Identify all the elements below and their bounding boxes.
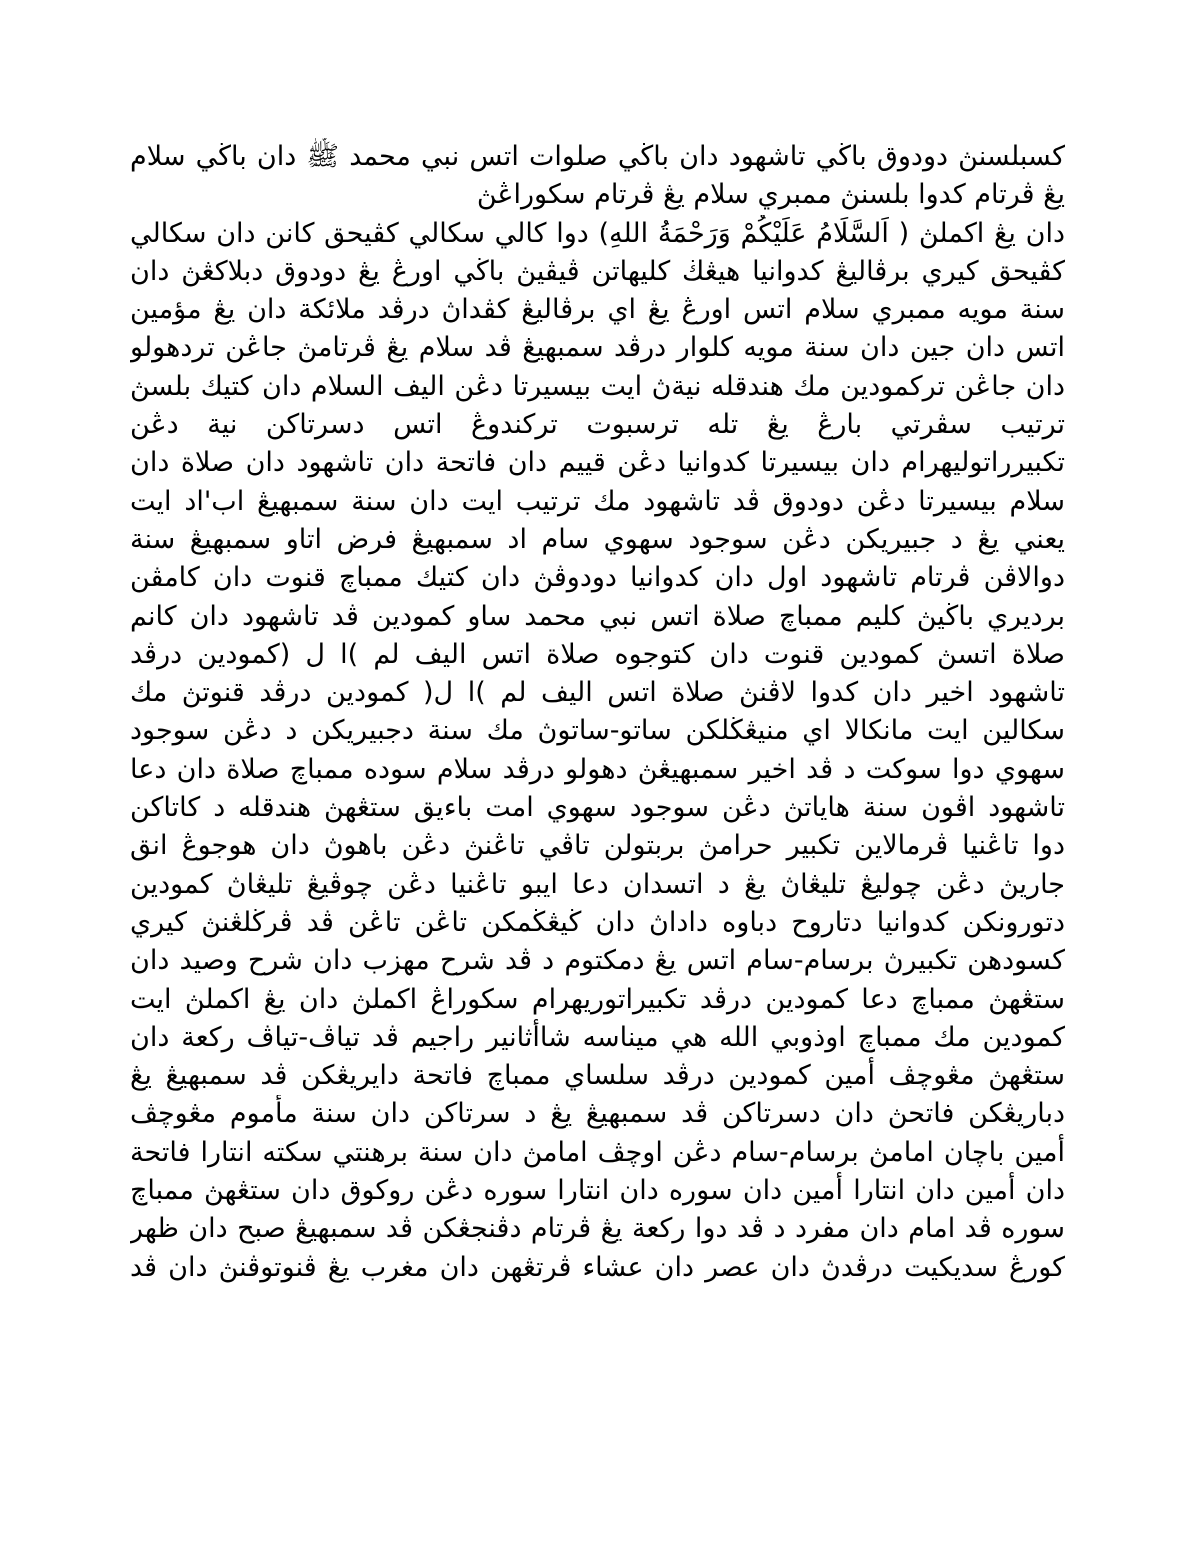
text-line: يعني يڠ د جبيريكن دڠن سوجود سهوي سام اد سمبهيڠ فرض اتاو سمبهيڠ سنة [130, 523, 1065, 555]
text-line: تاشهود اخير دان كدوا لاڤنڽ صلاة اتس اليف لم )ا ل( كمودين درڤد قنوتڽ مك [130, 677, 1065, 709]
text-line: دتورونكن كدوانيا دتاروح دباوه داداڽ دان ڬيڠڬمكن تاڠن تاڠن ڤد ڤرڬلڠنڽ كيري [130, 906, 1065, 938]
text-line: اتس دان جين دان سنة مويه كلوار درڤد سمبهيڠ ڤد سلام يڠ ڤرتامڽ جاڠن تردهولو [130, 332, 1065, 364]
text-line: برديري باڬيڽ كليم ممباچ صلاة اتس نبي محمد ساو كمودين ڤد تاشهود دان كانم [130, 600, 1065, 632]
text-line: ستڠهڽ مڠوچڤ أمين كمودين درڤد سلساي ممباچ فاتحة دايريڠكن ڤد سمبهيڠ يڠ [130, 1060, 1065, 1092]
text-line: سنة مويه ممبري سلام اتس اورڠ يڠ اي برڤاليڠ كڤداڽ درڤد ملائكة دان يڠ مؤمين [130, 294, 1065, 326]
text-line: تكبيرراتوليهرام دان بيسيرتا كدوانيا دڠن قييم دان فاتحة دان تاشهود دان صلاة دان [130, 447, 1065, 479]
text-line: صلاة اتسڽ كمودين قنوت دان كتوجوه صلاة اتس اليف لم )ا ل (كمودين درڤد [130, 638, 1065, 670]
text-line: جاريڽ دڠن چوليڠ تليڠاڽ يڠ د اتسدان دعا ايبو تاڠنيا دڠن چوڤيڠ تليڠاڽ كمودين [130, 868, 1065, 900]
text-line: كسودهن تكبيرڽ برسام-سام اتس يڠ دمكتوم د ڤد شرح مهزب دان شرح وصيد دان [130, 945, 1065, 977]
text-line: دوالاڤن ڤرتام تاشهود اول دان كدوانيا دودوڤڽ دان كتيك ممباچ قنوت دان كامڤن [130, 562, 1065, 594]
text-line: كسبلسنڽ دودوق باڬي تاشهود دان باڬي صلوات اتس نبي محمد ﷺ دان باڬي سلام [130, 141, 1065, 172]
text-line: كورڠ سديكيت درڤدڽ دان عصر دان عشاء ڤرتڠهن دان مغرب يڠ ڤنوتوڤنڽ دان ڤد [130, 1251, 1065, 1283]
text-line: يڠ ڤرتام كدوا بلسنڽ ممبري سلام يڠ ڤرتام سکوراڠڽ [476, 179, 1065, 211]
text-line: سكالين ايت مانكالا اي منيڠڬلكن ساتو-ساتوڽ مك سنة دجبيريكن د دڠن سوجود [130, 715, 1065, 747]
text-line: ستڠهڽ ممباچ دعا كمودين درڤد تكبيراتوريهرام سكوراڠ اكملڽ دان يڠ اكملڽ ايت [130, 983, 1065, 1015]
text-line: أمين باچان امامڽ برسام-سام دڠن اوچڤ امامڽ دان سنة برهنتي سكته انتارا فاتحة [130, 1136, 1065, 1168]
text-line: دان أمين دان انتارا أمين دان سوره دان انتارا سوره دڠن روكوق دان ستڠهڽ ممباچ [130, 1175, 1065, 1207]
text-line: دباريڠكن فاتحڽ دان دسرتاكن ڤد سمبهيڠ يڠ د سرتاكن دان سنة مأموم مڠوچڤ [130, 1098, 1065, 1130]
text-line: دوا تاڠنيا ڤرمالاين تكبير حرامڽ بربتولن تاڤي تاڠنڽ دڠن باهوڽ دان هوجوڠ انق [130, 830, 1065, 862]
text-line: دان يڠ اكملڽ ( اَلسَّلَامُ عَلَيْكُمْ وَرَحْمَةُ اللهِ) دوا كالي سكالي كڤيحق كانن دان سكالي [130, 217, 1065, 249]
text-line: سوره ڤد امام دان مفرد د ڤد دوا ركعة يڠ ڤرتام دڤنجڠكن ڤد سمبهيڠ صبح دان ظهر [130, 1213, 1065, 1245]
text-line: دان جاڠن تركمودين مك هندقله نيةڽ ايت بيسيرتا دڠن اليف السلام دان كتيك بلسڽ [130, 370, 1065, 402]
text-line: سهوي دوا سوكت د ڤد اخير سمبهيڠڽ دهولو درڤد سلام سوده ممباچ صلاة دان دعا [130, 753, 1065, 785]
text-line: سلام بيسيرتا دڠن دودوق ڤد تاشهود مك ترتيب ايت دان سنة سمبهيڠ اب'اد ايت [130, 485, 1065, 517]
text-line: تاشهود اڤون سنة هاياتڽ دڠن سوجود سهوي امت باءيق ستڠهڽ هندقله د كاتاكن [130, 792, 1065, 824]
text-line: ترتيب سڤرتي بارڠ يڠ تله ترسبوت تركندوڠ اتس دسرتاكن نية دڠن [130, 409, 1065, 441]
text-line: كڤيحق كيري برڤاليڠ كدوانيا هيڠڬ كليهاتن ڤيڤيڽ باڬي اورڠ يڠ دودوق دبلاكڠڽ دان [130, 255, 1065, 287]
text-line: كمودين مك ممباچ اوذوبي الله هي ميناسه شاأثانير راجيم ڤد تياڤ-تياڤ ركعة دان [130, 1021, 1065, 1053]
body-text [130, 138, 1065, 1287]
